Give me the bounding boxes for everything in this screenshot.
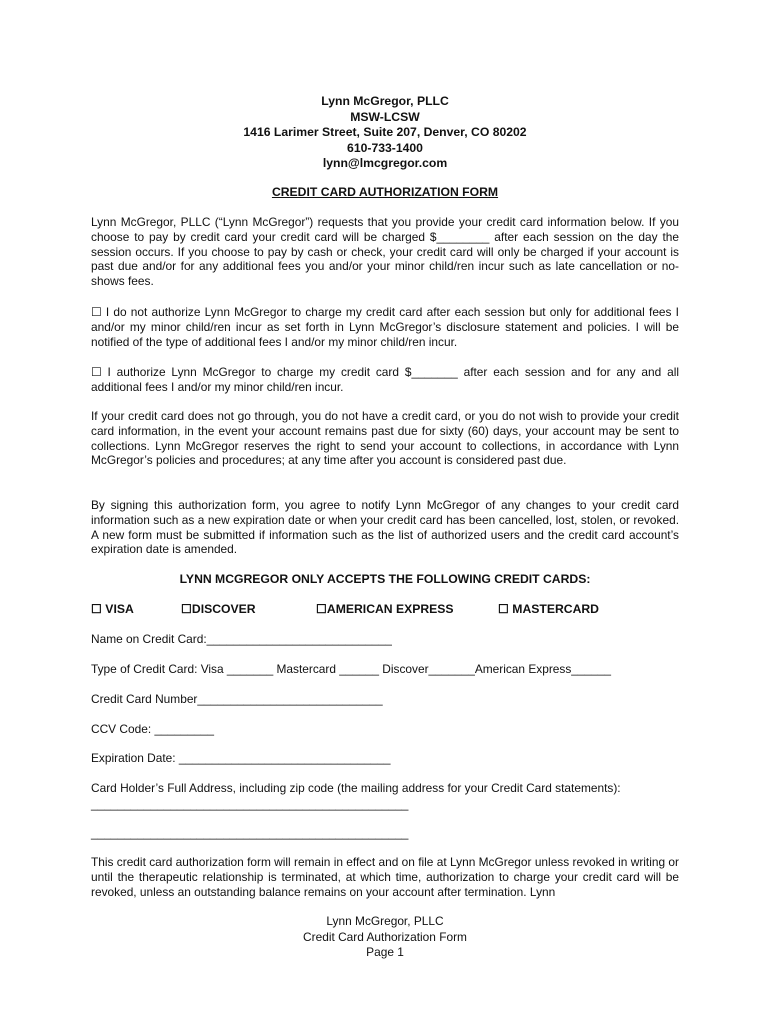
name-on-card-field[interactable]: Name on Credit Card:____________________________ <box>91 632 392 646</box>
address-label: Card Holder’s Full Address, including zip code (the mailing address for your Credit Card statements): <box>91 781 621 795</box>
card-type-field[interactable]: Type of Credit Card: Visa _______ Mastercard ______ Discover_______American Express______ <box>91 662 611 676</box>
ccv-field[interactable]: CCV Code: _________ <box>91 722 214 736</box>
practice-email: lynn@lmcgregor.com <box>322 156 448 171</box>
practice-credential: MSW-LCSW <box>350 109 420 124</box>
practice-address: 1416 Larimer Street, Suite 207, Denver, CO 80202 <box>243 125 527 140</box>
card-number-field[interactable]: Credit Card Number____________________________ <box>91 692 383 706</box>
letterhead <box>0 94 770 172</box>
form-title: CREDIT CARD AUTHORIZATION FORM <box>271 185 499 199</box>
footer-practice-name: Lynn McGregor, PLLC <box>326 914 444 928</box>
practice-name: Lynn McGregor, PLLC <box>321 94 449 108</box>
footer-form-name: Credit Card Authorization Form <box>303 929 467 944</box>
accepted-cards-heading: LYNN MCGREGOR ONLY ACCEPTS THE FOLLOWING CREDIT CARDS: <box>179 572 591 586</box>
page-footer <box>0 914 770 961</box>
option-authorize[interactable]: ☐ I authorize Lynn McGregor to charge my credit card $_______ after each session and for any and all additional fees I and/or my minor child/ren incur. <box>91 365 679 394</box>
address-line-2[interactable]: ________________________________________________ <box>91 826 409 840</box>
option-not-authorize[interactable]: ☐ I do not authorize Lynn McGregor to charge my credit card after each session but only for additional fees I and/or my minor child/ren incur as set forth in Lynn McGregor’s disclosure statement and policies. I will be notified of the type of additional fees I and/or my minor child/ren incur. <box>91 305 679 349</box>
intro-paragraph: Lynn McGregor, PLLC (“Lynn McGregor”) requests that you provide your credit card information below. If you choose to pay by credit card your credit card will be charged $________ after each session on the day the session occurs. If you choose to pay by cash or check, your credit card will only be charged if your account is past due and/or for any additional fees you and/or your minor child/ren incur such as late cancellation or no-shows fees. <box>91 215 679 289</box>
notify-paragraph: By signing this authorization form, you agree to notify Lynn McGregor of any changes to your credit card information such as a new expiration date or when your credit card has been cancelled, lost, stolen, or revoked. A new form must be submitted if information such as the list of authorized users and the credit card account’s expiration date is amended. <box>91 498 679 557</box>
closing-paragraph: This credit card authorization form will remain in effect and on file at Lynn McGregor unless revoked in writing or until the therapeutic relationship is terminated, at which time, authorization to charge your credit card will be revoked, unless an outstanding balance remains on your account after termination. Lynn <box>91 855 679 899</box>
address-line-1[interactable]: ________________________________________________ <box>91 797 409 811</box>
practice-phone: 610-733-1400 <box>347 140 423 155</box>
discover-checkbox[interactable]: ☐DISCOVER <box>181 602 256 616</box>
visa-checkbox[interactable]: ☐ VISA <box>91 602 134 616</box>
collections-paragraph: If your credit card does not go through, you do not have a credit card, or you do not wish to provide your credit card information, in the event your account remains past due for sixty (60) days, your account may be sent to collections. Lynn McGregor reserves the right to send your account to collections, in accordance with Lynn McGregor’s policies and procedures; at any time after you account is considered past due. <box>91 409 679 468</box>
mastercard-checkbox[interactable]: ☐ MASTERCARD <box>498 602 599 616</box>
expiration-field[interactable]: Expiration Date: ________________________________ <box>91 751 391 765</box>
amex-checkbox[interactable]: ☐AMERICAN EXPRESS <box>316 602 454 616</box>
footer-page-number: Page 1 <box>366 945 404 959</box>
